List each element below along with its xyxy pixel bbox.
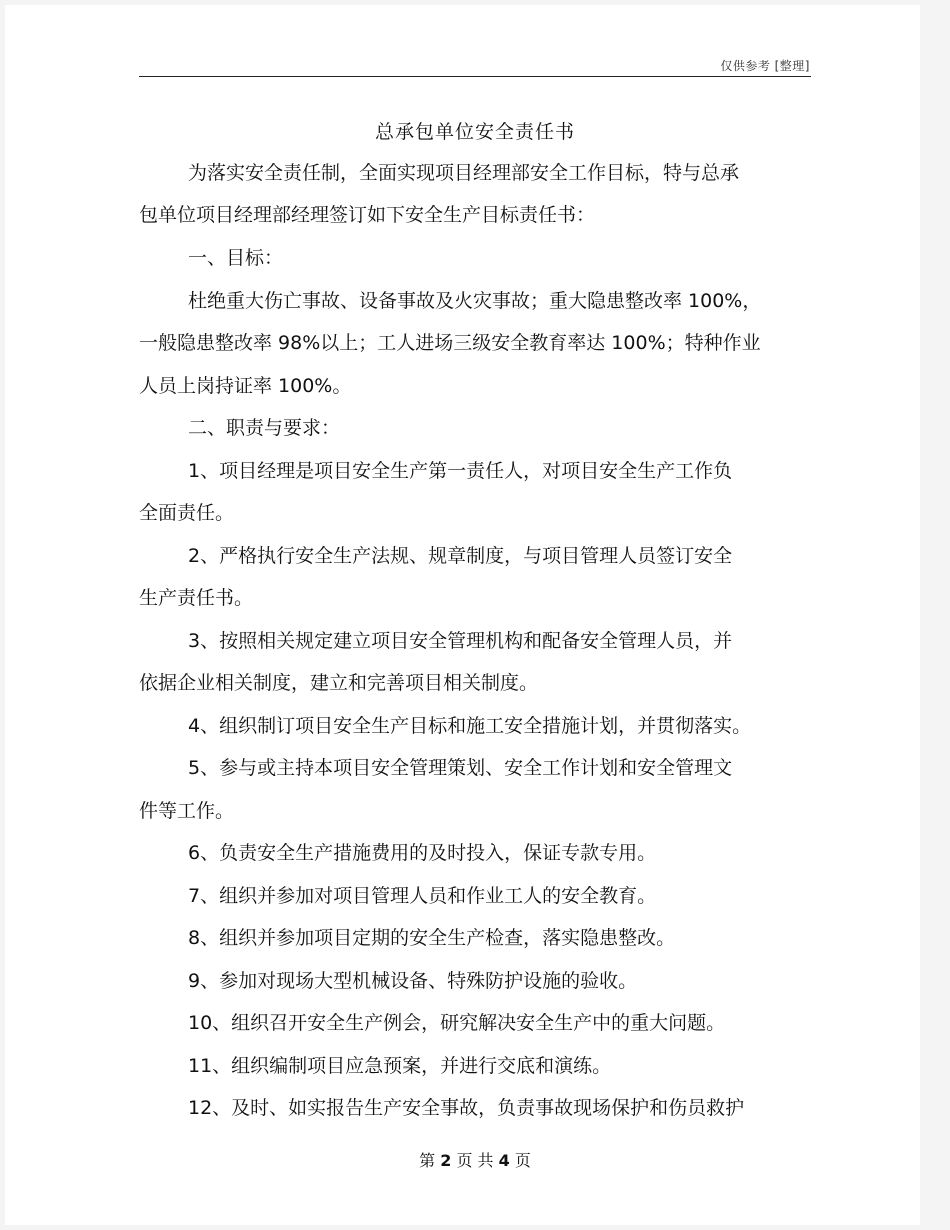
list-item: 8、组织并参加项目定期的安全生产检查，落实隐患整改。 [188,927,676,949]
header-divider [139,76,811,77]
paragraph-line: 人员上岗持证率 100%。 [139,375,352,397]
list-item: 6、负责安全生产措施费用的及时投入，保证专款专用。 [188,842,657,864]
footer-prefix: 第 [419,1151,436,1170]
list-item: 12、及时、如实报告生产安全事故，负责事故现场保护和伤员救护 [188,1097,745,1119]
paragraph-line: 为落实安全责任制，全面实现项目经理部安全工作目标，特与总承 [188,162,740,184]
current-page-number: 2 [440,1151,452,1170]
total-page-count: 4 [498,1151,510,1170]
footer-middle: 页 共 [456,1151,494,1170]
paragraph-line: 一般隐患整改率 98%以上；工人进场三级安全教育率达 100%；特种作业 [139,332,761,354]
document-sheet [5,5,920,1225]
paragraph-line: 包单位项目经理部经理签订如下安全生产目标责任书： [139,204,596,226]
list-item: 3、按照相关规定建立项目安全管理机构和配备安全管理人员，并 [188,630,733,652]
list-item: 2、严格执行安全生产法规、规章制度，与项目管理人员签订安全 [188,545,733,567]
list-item-continuation: 依据企业相关制度，建立和完善项目相关制度。 [139,672,539,694]
list-item: 11、组织编制项目应急预案，并进行交底和演练。 [188,1055,612,1077]
list-item-continuation: 生产责任书。 [139,587,254,609]
list-item-continuation: 件等工作。 [139,800,235,822]
section-heading: 一、目标： [188,247,284,269]
list-item: 5、参与或主持本项目安全管理策划、安全工作计划和安全管理文 [188,757,733,779]
list-item: 7、组织并参加对项目管理人员和作业工人的安全教育。 [188,885,657,907]
list-item: 9、参加对现场大型机械设备、特殊防护设施的验收。 [188,970,638,992]
page-header-label: 仅供参考 [整理] [720,59,810,73]
paragraph-line: 杜绝重大伤亡事故、设备事故及火灾事故；重大隐患整改率 100%， [188,290,762,312]
list-item: 1、项目经理是项目安全生产第一责任人，对项目安全生产工作负 [188,460,733,482]
page-footer [0,1148,950,1171]
section-heading: 二、职责与要求： [188,417,341,439]
list-item-continuation: 全面责任。 [139,502,235,524]
footer-suffix: 页 [514,1151,531,1170]
document-title: 总承包单位安全责任书 [374,121,575,143]
list-item: 10、组织召开安全生产例会，研究解决安全生产中的重大问题。 [188,1012,726,1034]
list-item: 4、组织制订项目安全生产目标和施工安全措施计划，并贯彻落实。 [188,715,752,737]
